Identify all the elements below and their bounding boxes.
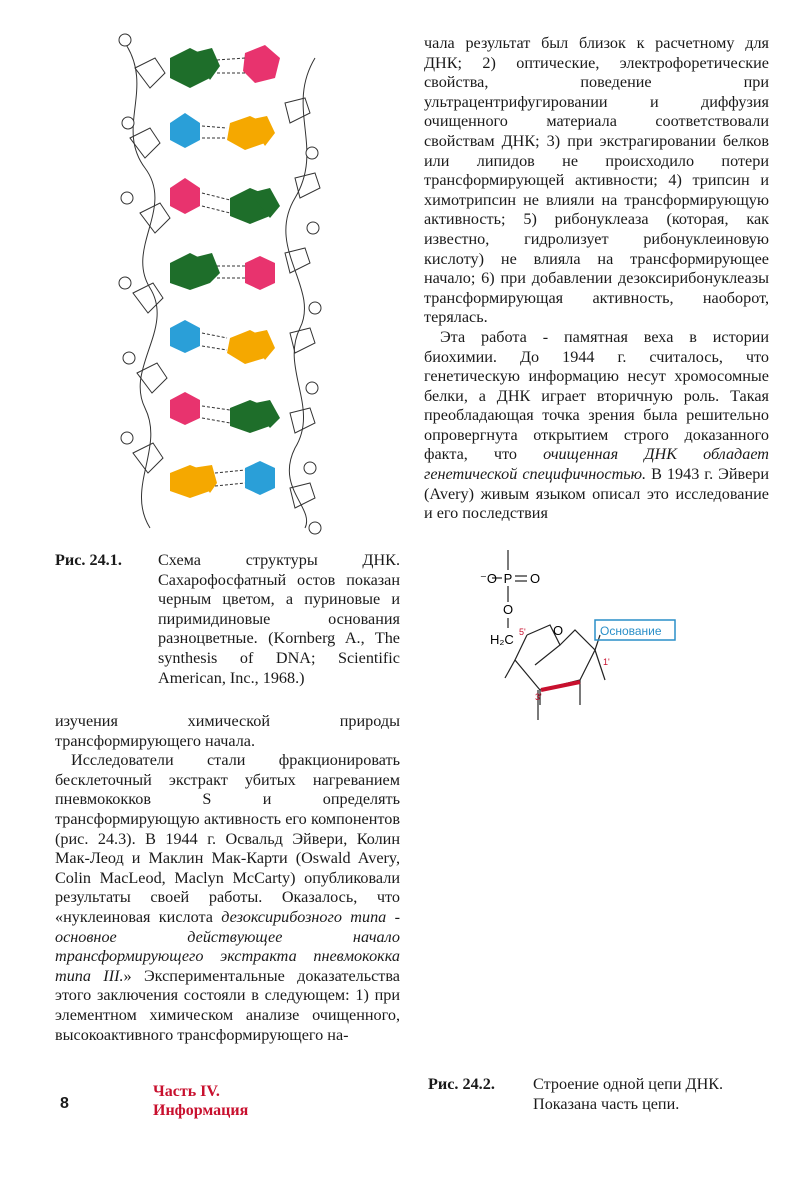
- part-title: [153, 1082, 248, 1120]
- figure-caption-text: Строение одной цепи ДНК. Показана часть цепи.: [533, 1075, 724, 1113]
- left-column-text: [55, 712, 400, 1045]
- prime-label: 1': [603, 657, 610, 667]
- base-pair-7: [170, 461, 275, 498]
- base-label: Основание: [600, 624, 662, 638]
- base-pair-6: [170, 392, 280, 433]
- text-span: » Экспериментальные доказательства этого заключения состояли в следующем: 1) при элементном химическом анализе очищенного, высокоактивного трансформирующего на-: [55, 966, 400, 1044]
- base-pair-4: [170, 253, 275, 290]
- paragraph: [424, 328, 769, 524]
- figure-caption-text: Схема структуры ДНК. Сахарофосфатный остов показан черным цветом, а пуриновые и пиримидиновые основания разноцветные. (Kornberg A., The synthesis of DNA; Scientific American, Inc., 1968.): [158, 551, 400, 687]
- oxygen-atom: O: [553, 623, 564, 638]
- figure-label: Рис. 24.2.: [428, 1075, 495, 1093]
- oxygen-atom: ⁻O: [480, 571, 497, 586]
- carbon-group: H₂C: [490, 632, 514, 647]
- prime-label: 5': [519, 627, 526, 637]
- part-title-line: Часть IV.: [153, 1083, 220, 1100]
- oxygen-atom: O: [530, 571, 541, 586]
- dna-helix-figure: [105, 28, 335, 538]
- paragraph: [55, 751, 400, 1045]
- dna-strand-figure: [455, 550, 685, 1060]
- text-span: Эта работа - памятная веха в истории биохимии. До 1944 г. считалось, что генетическую информацию несут хромосомные белки, а ДНК играет вторичную роль. Такая преобладающая точка зрения была решительно опровергнута открытием строго доказанного факта, что: [424, 327, 769, 464]
- prime-label: 3': [535, 692, 542, 702]
- emphasis-text: дезоксирибозного типа - основное действующее начало трансформирующего экстракта пневмококка типа III.: [55, 907, 400, 985]
- paragraph: изучения химической природы трансформирующего начала.: [55, 712, 400, 750]
- right-column-text: [424, 34, 769, 524]
- part-title-line: Информация: [153, 1102, 249, 1119]
- paragraph: чала результат был близок к расчетному для ДНК; 2) оптические, электрофоретические свойства, поведение при ультрацентрифугировании и диффузия очищенного материала соответствовали свойствам ДНК; 3) при экстрагировании белков или липидов не происходило потери трансформирующей активности; 4) трипсин и химотрипсин не влияли на трансформирующую активность; 5) рибонуклеаза (которая, как известно, гидролизует рибонуклеиновую кислоту) не влияла на трансформирующее начало; 6) при добавлении дезоксирибонуклеазы трансформирующая активность, наоборот, терялась.: [424, 34, 769, 327]
- figure-label: Рис. 24.1.: [55, 551, 122, 569]
- base-pair-2: [170, 113, 275, 150]
- oxygen-atom: O: [503, 602, 514, 617]
- base-pair-1: [170, 45, 280, 88]
- page-number: 8: [60, 1095, 69, 1112]
- base-pair-5: [170, 320, 275, 364]
- base-pair-3: [170, 178, 280, 224]
- text-span: Исследователи стали фракционировать бесклеточный экстракт убитых нагреванием пневмококков S и определять трансформирующую активность его компонентов (рис. 24.3). В 1944 г. Освальд Эйвери, Колин Мак-Леод и Маклин Мак-Карти (Oswald Avery, Colin MacLeod, Maclyn McCarty) опубликовали результаты своей работы. Оказалось, что «нуклеиновая кислота: [55, 751, 400, 926]
- text-span: В 1943 г. Эйвери (Avery) живым языком описал это исследование и его последствия: [424, 465, 770, 523]
- phosphorus-atom: P: [503, 571, 513, 586]
- emphasis-text: очищенная ДНК обладает генетической специфичностью.: [424, 445, 769, 484]
